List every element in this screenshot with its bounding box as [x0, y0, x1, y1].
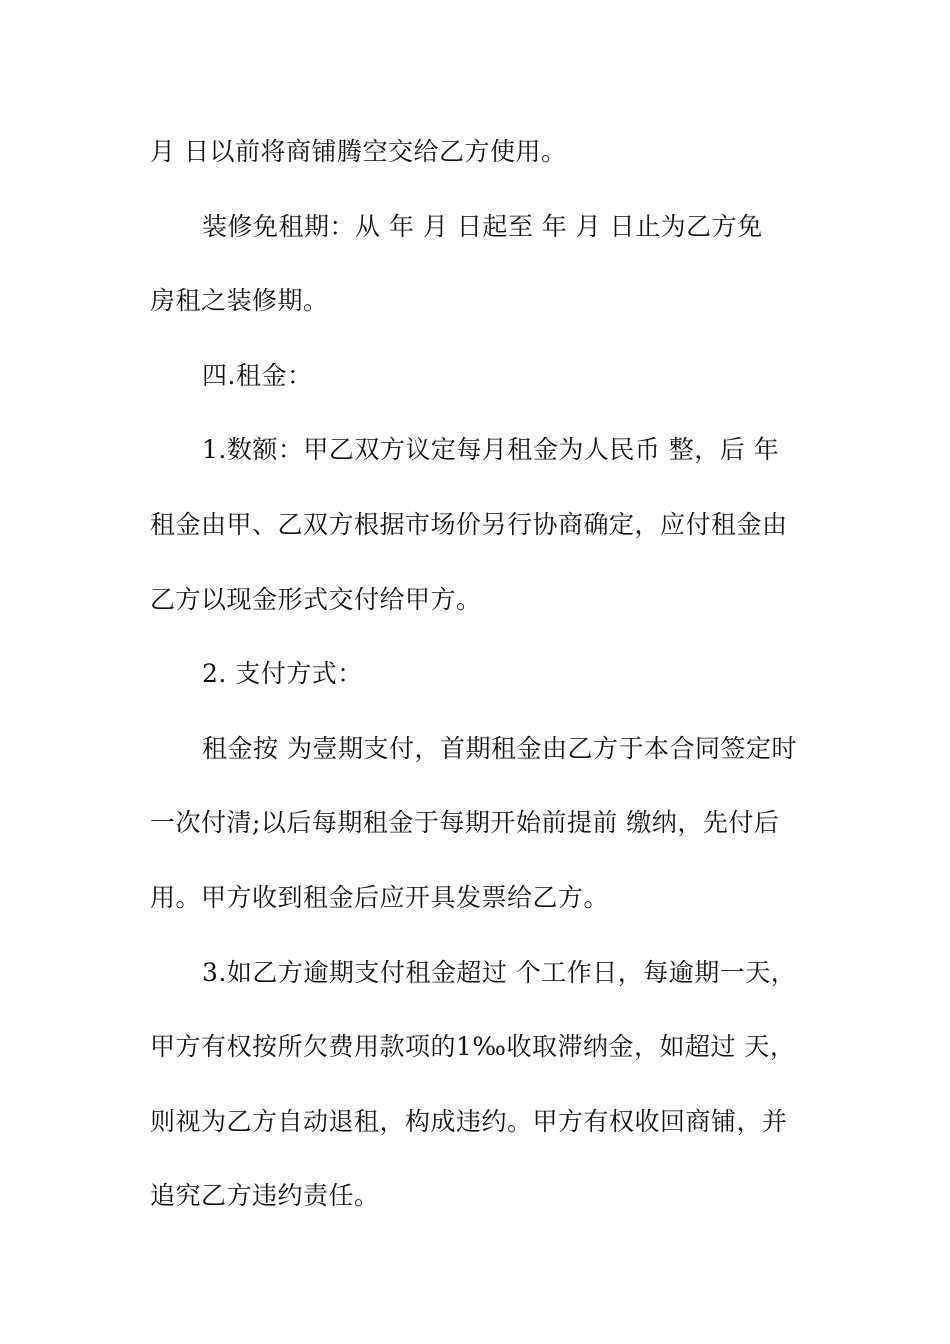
section-heading-rent: 四.租金：	[202, 360, 313, 390]
paragraph-line-11: 用。甲方收到租金后应开具发票给乙方。	[150, 882, 610, 912]
paragraph-line-9: 租金按 为壹期支付，首期租金由乙方于本合同签定时	[202, 733, 797, 763]
paragraph-line-6: 租金由甲、乙双方根据市场价另行协商确定，应付租金由	[150, 509, 788, 539]
paragraph-line-15: 追究乙方违约责任。	[150, 1181, 380, 1211]
subheading-payment-method: 2. 支付方式：	[202, 659, 363, 689]
paragraph-line-3: 房租之装修期。	[150, 286, 329, 316]
paragraph-line-10: 一次付清;以后每期租金于每期开始前提前 缴纳，先付后	[150, 808, 780, 838]
paragraph-line-5: 1.数额：甲乙双方议定每月租金为人民币 整，后 年	[202, 435, 780, 465]
paragraph-line-13: 甲方有权按所欠费用款项的1‰收取滞纳金，如超过 天，	[150, 1032, 796, 1062]
paragraph-line-7: 乙方以现金形式交付给甲方。	[150, 584, 482, 614]
paragraph-line-2: 装修免租期：从 年 月 日起至 年 月 日止为乙方免	[202, 211, 763, 241]
paragraph-line-12: 3.如乙方逾期支付租金超过 个工作日，每逾期一天，	[202, 957, 797, 987]
paragraph-line-14: 则视为乙方自动退租，构成违约。甲方有权收回商铺，并	[150, 1106, 788, 1136]
document-body	[150, 115, 810, 1234]
paragraph-line-1: 月 日以前将商铺腾空交给乙方使用。	[150, 137, 567, 166]
